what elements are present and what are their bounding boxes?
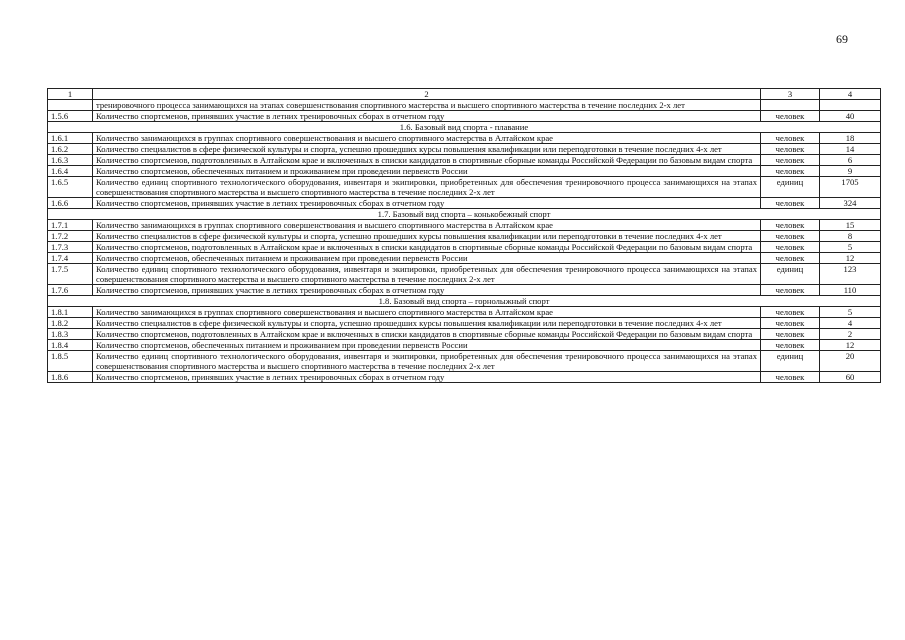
table-row [48,340,881,351]
table-row [48,264,881,285]
row-indicator: Количество спортсменов, подготовленных в Алтайском крае и включенных в списки кандидатов в спортивные сборные команды Российской Федерации по базовым видам спорта [93,242,761,253]
row-value: 15 [820,220,881,231]
row-number: 1.7.3 [48,242,93,253]
row-value: 324 [820,198,881,209]
row-indicator: Количество спортсменов, подготовленных в Алтайском крае и включенных в списки кандидатов в спортивные сборные команды Российской Федерации по базовым видам спорта [93,329,761,340]
row-value: 8 [820,231,881,242]
row-value: 18 [820,133,881,144]
row-unit: человек [761,285,820,296]
row-unit: человек [761,253,820,264]
section-header-row [48,209,881,220]
row-value: 12 [820,340,881,351]
row-indicator: Количество занимающихся в группах спортивного совершенствования и высшего спортивного мастерства в Алтайском крае [93,220,761,231]
row-indicator: Количество специалистов в сфере физической культуры и спорта, успешно прошедших курсы повышения квалификации или переподготовки в течение последних 4-х лет [93,231,761,242]
page-number: 69 [836,32,848,46]
table-row [48,133,881,144]
row-number: 1.6.6 [48,198,93,209]
row-value: 2 [820,329,881,340]
table-row [48,253,881,264]
row-value: 20 [820,351,881,372]
row-number: 1.6.3 [48,155,93,166]
row-indicator: Количество занимающихся в группах спортивного совершенствования и высшего спортивного мастерства в Алтайском крае [93,133,761,144]
indicators-table [47,88,881,383]
row-indicator: Количество спортсменов, принявших участие в летних тренировочных сборах в отчетном году [93,285,761,296]
section-title: 1.6. Базовый вид спорта - плавание [48,122,881,133]
row-unit: человек [761,318,820,329]
table-row [48,198,881,209]
row-indicator: Количество спортсменов, принявших участие в летних тренировочных сборах в отчетном году [93,372,761,383]
row-number: 1.6.1 [48,133,93,144]
row-unit: человек [761,231,820,242]
row-number: 1.7.5 [48,264,93,285]
row-unit: человек [761,111,820,122]
row-number: 1.8.2 [48,318,93,329]
row-number: 1.6.4 [48,166,93,177]
row-unit: человек [761,372,820,383]
row-indicator: Количество спортсменов, принявших участие в летних тренировочных сборах в отчетном году [93,111,761,122]
row-unit: человек [761,242,820,253]
row-indicator: Количество спортсменов, подготовленных в Алтайском крае и включенных в списки кандидатов в спортивные сборные команды Российской Федерации по базовым видам спорта [93,155,761,166]
row-number: 1.6.5 [48,177,93,198]
header-col-2: 2 [93,89,761,100]
row-number: 1.8.6 [48,372,93,383]
row-number: 1.6.2 [48,144,93,155]
row-value: 1705 [820,177,881,198]
row-value: 60 [820,372,881,383]
table-row [48,318,881,329]
table-row [48,166,881,177]
header-col-1: 1 [48,89,93,100]
table-row [48,100,881,111]
row-indicator: Количество специалистов в сфере физической культуры и спорта, успешно прошедших курсы повышения квалификации или переподготовки в течение последних 4-х лет [93,144,761,155]
row-number: 1.8.4 [48,340,93,351]
table-row [48,177,881,198]
row-indicator: Количество единиц спортивного технологического оборудования, инвентаря и экипировки, приобретенных для обеспечения тренировочного процесса занимающихся на этапах совершенствования спортивного мастерства и высшего спортивного мастерства в течение последних 2-х лет [93,264,761,285]
section-title: 1.7. Базовый вид спорта – конькобежный спорт [48,209,881,220]
row-value: 4 [820,318,881,329]
table-row [48,144,881,155]
row-unit: человек [761,307,820,318]
section-title: 1.8. Базовый вид спорта – горнолыжный спорт [48,296,881,307]
header-col-3: 3 [761,89,820,100]
row-unit: человек [761,329,820,340]
section-header-row [48,122,881,133]
table-row [48,155,881,166]
row-value: 123 [820,264,881,285]
row-indicator: Количество занимающихся в группах спортивного совершенствования и высшего спортивного мастерства в Алтайском крае [93,307,761,318]
row-indicator: Количество спортсменов, обеспеченных питанием и проживанием при проведении первенств России [93,253,761,264]
section-header-row [48,296,881,307]
row-indicator: Количество спортсменов, обеспеченных питанием и проживанием при проведении первенств России [93,340,761,351]
row-unit: человек [761,340,820,351]
row-value: 5 [820,242,881,253]
row-value: 110 [820,285,881,296]
row-unit: единиц [761,264,820,285]
row-number: 1.7.4 [48,253,93,264]
row-value: 9 [820,166,881,177]
row-number [48,100,93,111]
row-number: 1.8.3 [48,329,93,340]
row-indicator: Количество единиц спортивного технологического оборудования, инвентаря и экипировки, приобретенных для обеспечения тренировочного процесса занимающихся на этапах совершенствования спортивного мастерства и высшего спортивного мастерства в течение последних 2-х лет [93,177,761,198]
table-row [48,329,881,340]
row-value: 14 [820,144,881,155]
row-indicator: Количество специалистов в сфере физической культуры и спорта, успешно прошедших курсы повышения квалификации или переподготовки в течение последних 4-х лет [93,318,761,329]
row-unit: человек [761,166,820,177]
row-value: 5 [820,307,881,318]
row-indicator: Количество единиц спортивного технологического оборудования, инвентаря и экипировки, приобретенных для обеспечения тренировочного процесса занимающихся на этапах совершенствования спортивного мастерства и высшего спортивного мастерства в течение последних 2-х лет [93,351,761,372]
header-col-4: 4 [820,89,881,100]
table-row [48,351,881,372]
row-value [820,100,881,111]
table-row [48,285,881,296]
row-indicator: тренировочного процесса занимающихся на этапах совершенствования спортивного мастерства и высшего спортивного мастерства в течение последних 2-х лет [93,100,761,111]
row-unit: человек [761,198,820,209]
row-unit: единиц [761,351,820,372]
row-value: 12 [820,253,881,264]
row-indicator: Количество спортсменов, принявших участие в летних тренировочных сборах в отчетном году [93,198,761,209]
row-value: 6 [820,155,881,166]
table-header-row [48,89,881,100]
table-row [48,307,881,318]
row-number: 1.8.5 [48,351,93,372]
row-unit: человек [761,144,820,155]
table-row [48,111,881,122]
row-number: 1.7.6 [48,285,93,296]
row-unit: человек [761,220,820,231]
row-value: 40 [820,111,881,122]
row-unit: единиц [761,177,820,198]
table-row [48,242,881,253]
row-number: 1.5.6 [48,111,93,122]
table-row [48,231,881,242]
row-unit [761,100,820,111]
row-indicator: Количество спортсменов, обеспеченных питанием и проживанием при проведении первенств России [93,166,761,177]
row-number: 1.8.1 [48,307,93,318]
table-row [48,372,881,383]
row-number: 1.7.1 [48,220,93,231]
row-unit: человек [761,155,820,166]
row-unit: человек [761,133,820,144]
row-number: 1.7.2 [48,231,93,242]
table-row [48,220,881,231]
